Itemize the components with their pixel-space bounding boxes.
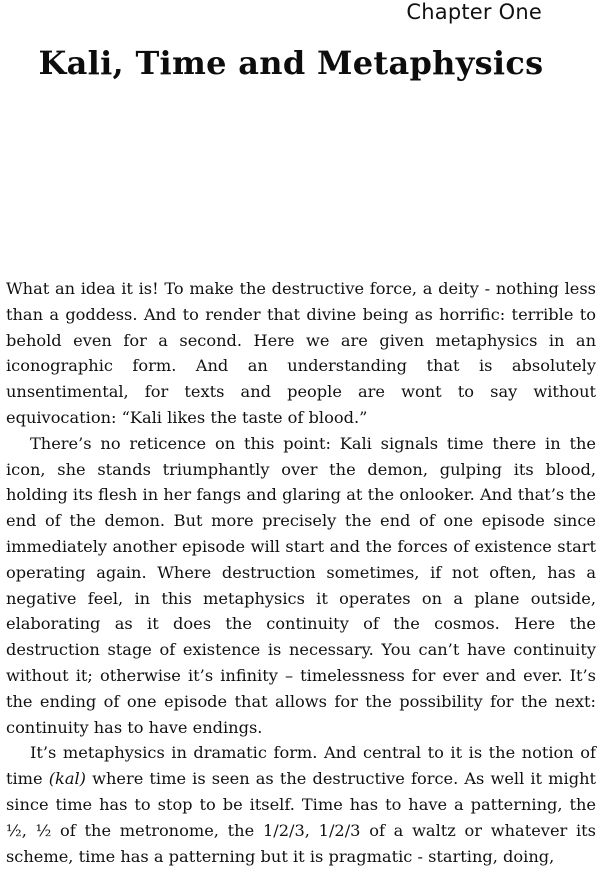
paragraph-3-start: It’s metaphysics in dramatic form. And central to it is the notion of time [6,743,596,789]
paragraph-3-end: where time is seen as the destructive force. As well it might since time has to stop to be itself. Time has to have a patterning, the ½, ½ of the metronome, the 1/2/3, 1/2/3 of a waltz or whatever its scheme, time has a patterning but it is pragmatic - starting, doing, [6,769,596,866]
paragraph-3 [6,740,596,869]
body-text [6,276,596,869]
paragraph-2: There’s no reticence on this point: Kali signals time there in the icon, she stands triumphantly over the demon, gulping its blood, holding its flesh in her fangs and glaring at the onlooker. And that’s the end of the demon. But more precisely the end of one episode since immediately another episode will start and the forces of existence start operating again. Where destruction sometimes, if not often, has a negative feel, in this metaphysics it operates on a plane outside, elaborating as it does the continuity of the cosmos. Here the destruction stage of existence is necessary. You can’t have continuity without it; otherwise it’s infinity – timelessness for ever and ever. It’s the ending of one episode that allows for the possibility for the next: continuity has to have endings. [6,433,596,737]
chapter-label: Chapter One [406,0,542,24]
paragraph-1: What an idea it is! To make the destructive force, a deity - nothing less than a goddess. And to render that divine being as horrific: terrible to behold even for a second. Here we are given metaphysics in an iconographic form. And an understanding that is absolutely unsentimental, for texts and people are wont to say without equivocation: “Kali likes the taste of blood.” [6,279,596,427]
paragraph-3-italic-term: (kal) [48,769,87,789]
chapter-title: Kali, Time and Metaphysics [38,44,544,82]
